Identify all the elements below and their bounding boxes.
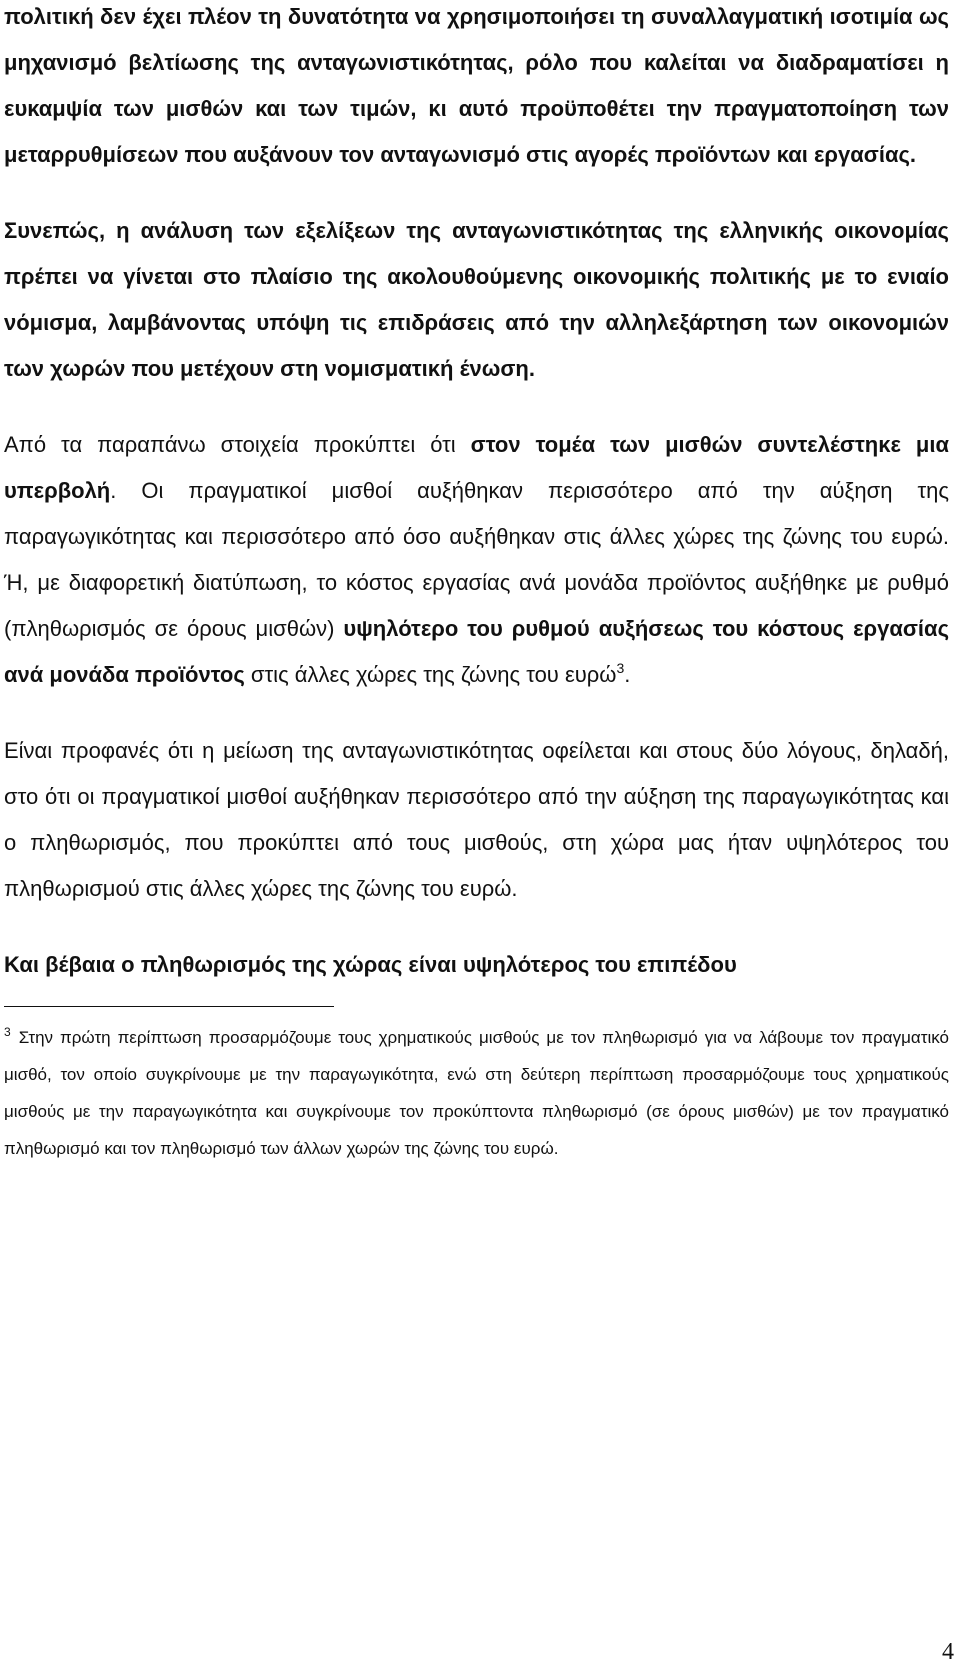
footnote <box>4 1019 949 1167</box>
page-number: 4 <box>942 1639 954 1665</box>
paragraph-monetary-policy: πολιτική δεν έχει πλέον τη δυνατότητα να χρησιμοποιήσει τη συναλλαγματική ισοτιμία ως μηχανισμό βελτίωσης της ανταγωνιστικότητας, ρόλο που καλείται να διαδραματίσει η ευκαμψία των μισθών και των τιμών, κι αυτό προϋποθέτει την πραγματοποίηση των μεταρρυθμίσεων που αυξάνουν τον ανταγωνισμό στις αγορές προϊόντων και εργασίας. <box>4 4 949 167</box>
emphasis-text: στον τομέα των μισθών συντελέστηκε μια υπερβολή <box>4 432 949 503</box>
document-page <box>4 0 949 1184</box>
paragraph-competitiveness-decline: Είναι προφανές ότι η μείωση της ανταγωνιστικότητας οφείλεται και στους δύο λόγους, δηλαδή, στο ότι οι πραγματικοί μισθοί αυξήθηκαν περισσότερο από την αύξηση της παραγωγικότητας και ο πληθωρισμός, που προκύπτει από τους μισθούς, στη χώρα μας ήταν υψηλότερος του πληθωρισμού στις άλλες χώρες της ζώνης του ευρώ. <box>4 738 949 901</box>
footnote-number: 3 <box>4 1025 11 1039</box>
emphasis-text: υψηλότερο του ρυθμού αυξήσεως του κόστους εργασίας ανά μονάδα προϊόντος <box>4 616 950 687</box>
paragraph-text: Από τα παραπάνω στοιχεία προκύπτει ότι <box>4 432 471 457</box>
paragraph-inflation-level: Και βέβαια ο πληθωρισμός της χώρας είναι υψηλότερος του επιπέδου <box>4 952 737 977</box>
paragraph-competitiveness-analysis: Συνεπώς, η ανάλυση των εξελίξεων της ανταγωνιστικότητας της ελληνικής οικονομίας πρέπει να γίνεται στο πλαίσιο της ακολουθούμενης οικονομικής πολιτικής με το ενιαίο νόμισμα, λαμβάνοντας υπόψη τις επιδράσεις από την αλληλεξάρτηση των οικονομιών των χωρών που μετέχουν στη νομισματική ένωση. <box>4 218 949 381</box>
footnote-reference[interactable]: 3 <box>616 660 625 676</box>
paragraph-text: . <box>624 662 631 687</box>
footnote-separator <box>4 1006 334 1007</box>
paragraph-wages-overshoot <box>4 422 949 698</box>
footnote-text: Στην πρώτη περίπτωση προσαρμόζουμε τους χρηματικούς μισθούς με τον πληθωρισμό για να λάβουμε τον πραγματικό μισθό, τον οποίο συγκρίνουμε με την παραγωγικότητα, ενώ στη δεύτερη περίπτωση προσαρμόζουμε τους χρηματικούς μισθούς με την παραγωγικότητα και συγκρίνουμε τον προκύπτοντα πληθωρισμό (σε όρους μισθών) με τον πραγματικό πληθωρισμό και τον πληθωρισμό των άλλων χωρών της ζώνης του ευρώ. <box>4 1028 949 1158</box>
paragraph-text: . Οι πραγματικοί μισθοί αυξήθηκαν περισσότερο από την αύξηση της παραγωγικότητας και περισσότερο από όσο αυξήθηκαν στις άλλες χώρες της ζώνης του ευρώ. Ή, με διαφορετική διατύπωση, το κόστος εργασίας ανά μονάδα προϊόντος αυξήθηκε με ρυθμό (πληθωρισμός σε όρους μισθών) <box>4 478 949 641</box>
paragraph-text: στις άλλες χώρες της ζώνης του ευρώ <box>244 662 617 687</box>
